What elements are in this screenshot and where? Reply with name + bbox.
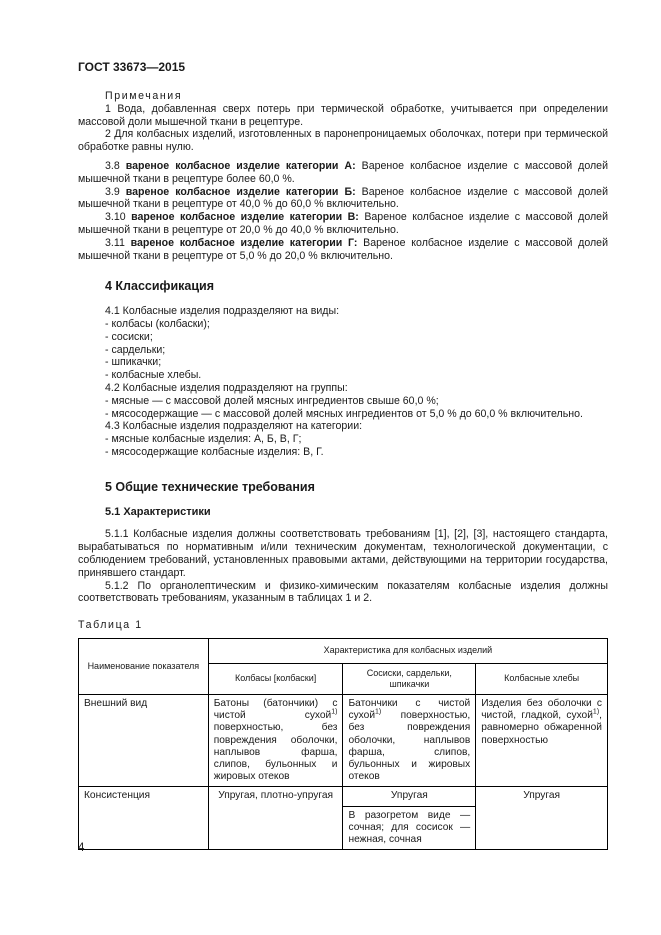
- list-item: - колбасы (колбаски);: [105, 317, 210, 330]
- list-item: - колбасные хлебы.: [105, 369, 202, 382]
- definition-number: 3.9: [105, 185, 120, 198]
- section-5-title: 5 Общие технические требования: [105, 479, 315, 494]
- list-item: - мясосодержащие колбасные изделия: В, Г.: [105, 445, 324, 458]
- cell-hleby-consistency: Упругая: [476, 787, 608, 850]
- cell-kolbasy-consistency: Упругая, плотно-упругая: [208, 787, 343, 850]
- definition-text: Вареное колбасное изделие с массовой долей мышечной ткани в рецептуре от 40,0 % до 60,0 % включительно.: [78, 185, 608, 211]
- groups-intro: 4.2 Колбасные изделия подразделяют на группы:: [105, 381, 348, 394]
- list-item: - мясные колбасные изделия: А, Б, В, Г;: [105, 433, 302, 446]
- row-name-appearance: Внешний вид: [79, 694, 209, 786]
- categories-intro: 4.3 Колбасные изделия подразделяют на категории:: [105, 420, 363, 433]
- table-row: [79, 694, 608, 786]
- definition-3-9: [78, 186, 608, 212]
- table-row: [79, 787, 608, 806]
- classification-list: [78, 305, 608, 459]
- definition-text: Вареное колбасное изделие с массовой долей мышечной ткани в рецептуре более 60,0 %.: [78, 159, 608, 185]
- cell-sosiski-heated: В разогретом виде — сочная; для сосисок — нежная, сочная: [343, 806, 476, 850]
- cell-hleby-appearance: Изделия без оболочки с чистой, гладкой, сухой$^{1)}$, равномерно обжаренной поверхностью: [476, 694, 608, 786]
- definition-term: вареное колбасное изделие категории В:: [131, 211, 359, 224]
- cell-kolbasy-appearance: Батоны (батончики) с чистой сухой$^{1)}$ поверхностью, без повреждения оболочки, наплывов фарша, слипов, бульонных и жировых отеков: [208, 694, 343, 786]
- row-name-consistency: Консистенция: [79, 787, 209, 850]
- list-item: - шпикачки;: [105, 356, 162, 369]
- definition-number: 3.8: [105, 159, 120, 172]
- definition-3-8: [78, 160, 608, 186]
- document-body: [78, 90, 608, 850]
- header-indicator: Наименование показателя: [79, 638, 209, 694]
- definition-term: вареное колбасное изделие категории Б:: [125, 185, 356, 198]
- page-number: 4: [78, 842, 85, 854]
- definition-text: Вареное колбасное изделие с массовой долей мышечной ткани в рецептуре от 5,0 % до 20,0 % включительно.: [78, 236, 608, 262]
- list-item: - сардельки;: [105, 343, 166, 356]
- header-characteristic: Характеристика для колбасных изделий: [208, 638, 607, 663]
- definition-term: вареное колбасное изделие категории Г:: [130, 236, 358, 249]
- header-kolbasy: Колбасы [колбаски]: [208, 663, 343, 694]
- table-caption: Таблица 1: [78, 619, 143, 632]
- list-item: - мясные — с массовой долей мясных ингредиентов свыше 60,0 %;: [105, 394, 439, 407]
- paragraph-5-1-1: 5.1.1 Колбасные изделия должны соответствовать требованиям [1], [2], [3], настоящего стандарта, вырабатываться по нормативным и/или техническим документам, технологической документации, с соблюдением требований, установленных правовыми актами, действующими на территории государства, принявшего стандарт.: [78, 528, 608, 579]
- note-1: 1 Вода, добавленная сверх потерь при термической обработке, учитывается при определении массовой доли мышечной ткани в рецептуре.: [78, 102, 608, 128]
- cell-sosiski-appearance: Батончики с чистой сухой$^{1)}$ поверхностью, без повреждения оболочки, наплывов фарша, слипов, бульонных и жировых отеков: [343, 694, 476, 786]
- definition-term: вареное колбасное изделие категории А:: [125, 159, 356, 172]
- section-5-1-title: 5.1 Характеристики: [105, 505, 211, 518]
- definition-number: 3.11: [105, 236, 125, 249]
- header-hleby: Колбасные хлебы: [476, 663, 608, 694]
- list-item: - сосиски;: [105, 330, 153, 343]
- standard-code: ГОСТ 33673—2015: [78, 60, 186, 74]
- definition-number: 3.10: [105, 211, 126, 224]
- cell-sosiski-consistency: Упругая: [343, 787, 476, 806]
- types-intro: 4.1 Колбасные изделия подразделяют на виды:: [105, 305, 340, 318]
- definition-3-10: [78, 211, 608, 237]
- definition-3-11: [78, 237, 608, 263]
- header-sosiski: Сосиски, сардельки, шпикачки: [343, 663, 476, 694]
- list-item: - мясосодержащие — с массовой долей мясных ингредиентов от 5,0 % до 60,0 % включительно.: [105, 407, 583, 420]
- definition-text: Вареное колбасное изделие с массовой долей мышечной ткани в рецептуре от 20,0 % до 40,0 % включительно.: [78, 211, 608, 236]
- notes-heading: Примечания: [105, 90, 183, 102]
- note-2: 2 Для колбасных изделий, изготовленных в паронепроницаемых оболочках, потери при термической обработке равны нулю.: [78, 128, 608, 154]
- paragraph-5-1-2: 5.1.2 По органолептическим и физико-химическим показателям колбасные изделия должны соответствовать требованиям, указанным в таблицах 1 и 2.: [78, 579, 608, 605]
- section-4-title: 4 Классификация: [105, 279, 215, 294]
- table-1: [78, 638, 608, 850]
